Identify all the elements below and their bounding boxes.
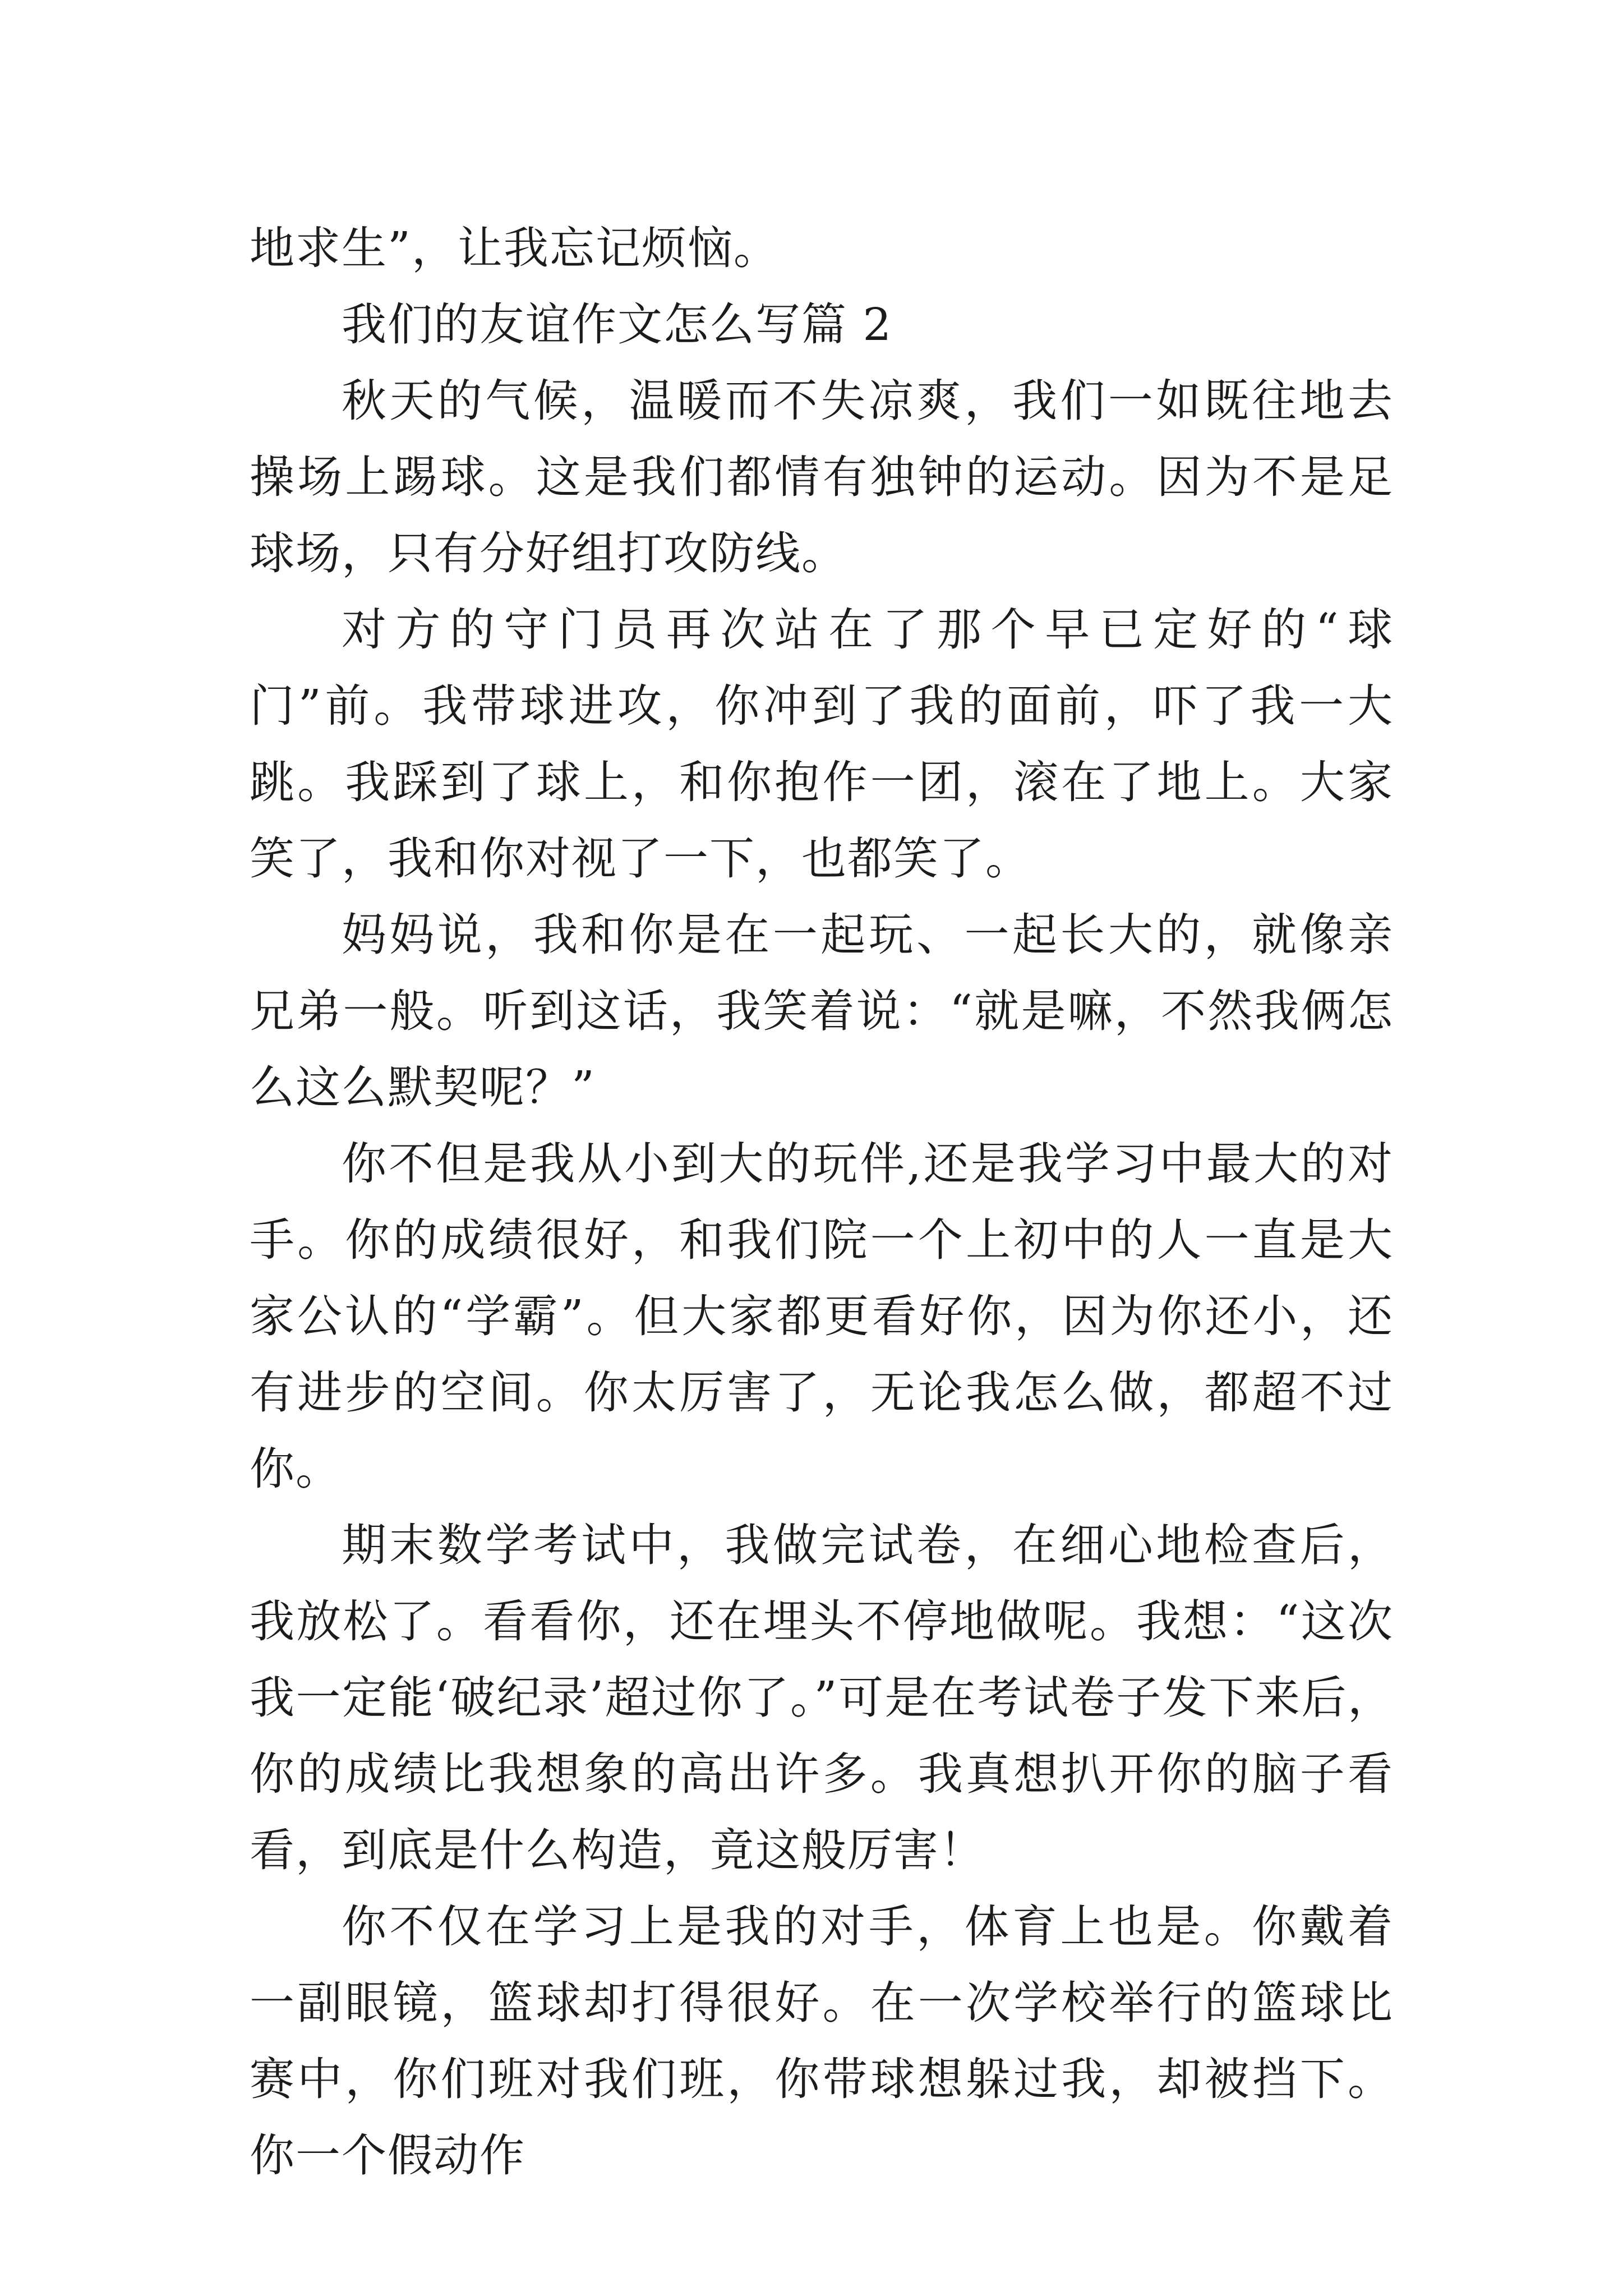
document-body (250, 210, 1394, 2194)
paragraph: 地求生”，让我忘记烦恼。 (250, 222, 780, 274)
paragraph: 期末数学考试中，我做完试卷，在细心地检查后，我放松了。看看你，还在埋头不停地做呢。我想：“这次我一定能‘破纪录’超过你了。”可是在考试卷子发下来后，你的成绩比我想象的高出许多。我真想扒开你的脑子看看，到底是什么构造，竟这般厉害！ (250, 1519, 1394, 1876)
paragraph: 你不仅在学习上是我的对手，体育上也是。你戴着一副眼镜，篮球却打得很好。在一次学校举行的篮球比赛中，你们班对我们班，你带球想躲过我，却被挡下。你一个假动作 (250, 1901, 1394, 2182)
section-heading: 我们的友谊作文怎么写篇 2 (342, 298, 893, 351)
paragraph: 对方的守门员再次站在了那个早已定好的“球门”前。我带球进攻，你冲到了我的面前，吓了我一大跳。我踩到了球上，和你抱作一团，滚在了地上。大家笑了，我和你对视了一下，也都笑了。 (250, 604, 1394, 885)
paragraph: 秋天的气候，温暖而不失凉爽，我们一如既往地去操场上踢球。这是我们都情有独钟的运动。因为不是足球场，只有分好组打攻防线。 (250, 375, 1394, 579)
paragraph: 妈妈说，我和你是在一起玩、一起长大的，就像亲兄弟一般。听到这话，我笑着说：“就是嘛，不然我俩怎么这么默契呢？” (250, 909, 1394, 1114)
paragraph: 你不但是我从小到大的玩伴,还是我学习中最大的对手。你的成绩很好，和我们院一个上初中的人一直是大家公认的“学霸”。但大家都更看好你，因为你还小，还有进步的空间。你太厉害了，无论我怎么做，都超不过你。 (250, 1138, 1394, 1495)
